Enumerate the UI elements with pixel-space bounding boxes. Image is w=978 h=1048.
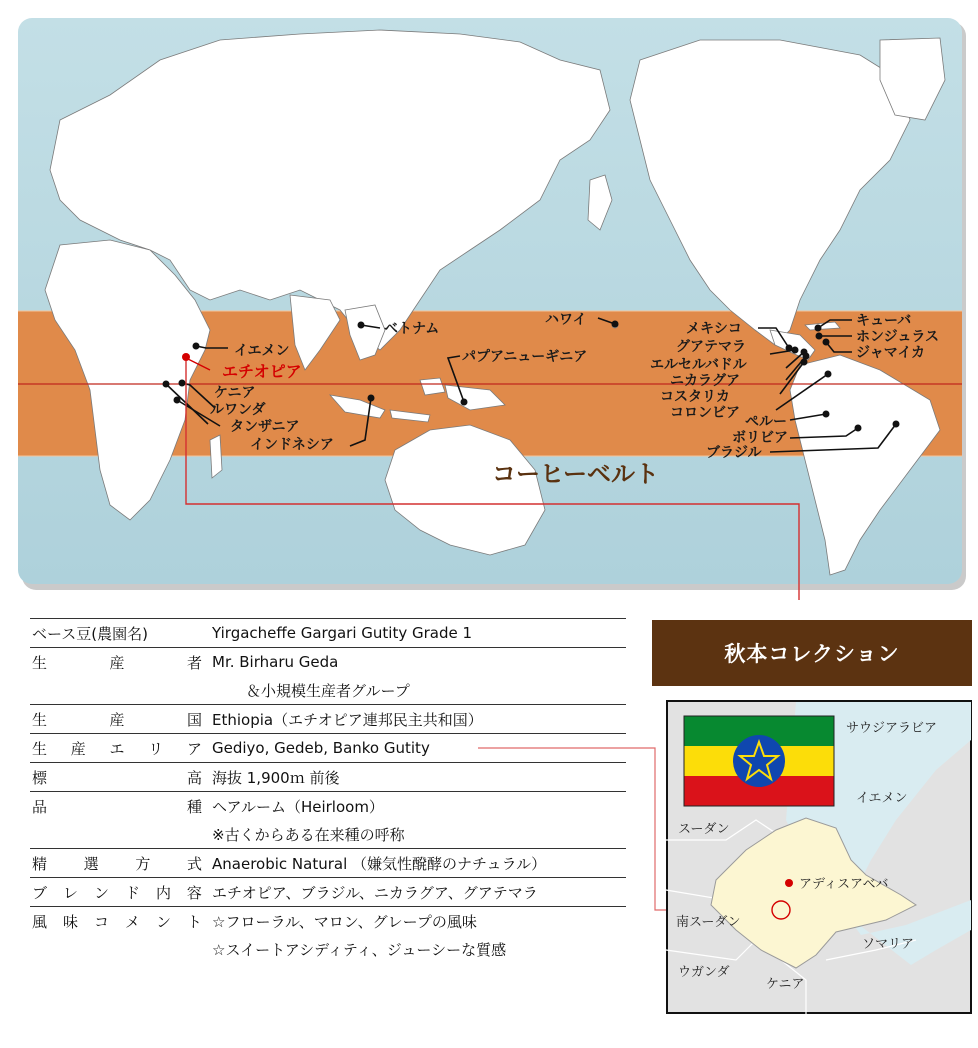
spec-value: ☆スイートアシディティ、ジューシーな質感 <box>212 940 507 959</box>
label-colombia: コロンビア <box>670 405 740 421</box>
label-rwanda: ルワンダ <box>210 402 266 418</box>
inset-label-kenya: ケニア <box>766 977 805 992</box>
ethiopia-flag <box>684 716 834 806</box>
label-tanzania: タンザニア <box>230 419 300 435</box>
spec-value: 海抜 1,900ｍ 前後 <box>210 763 626 792</box>
label-honduras: ホンジュラス <box>856 329 939 345</box>
spec-value: ※古くからある在来種の呼称 <box>212 825 405 844</box>
spec-value: ☆フローラル、マロン、グレープの風味 <box>210 907 626 936</box>
label-jamaica: ジャマイカ <box>856 345 926 361</box>
label-peru: ペルー <box>745 414 787 430</box>
collection-title: 秋本コレクション <box>724 642 900 666</box>
label-vietnam: ベトナム <box>384 321 440 337</box>
spec-value: Gediyo, Gedeb, Banko Gutity <box>210 734 626 763</box>
label-papua-new-guinea: パプアニューギニア <box>462 349 588 365</box>
label-mexico: メキシコ <box>686 321 742 337</box>
spec-key-label: 生 産 エ リ ア <box>32 739 202 758</box>
label-hawaii: ハワイ <box>545 312 587 328</box>
label-guatemala: グアテマラ <box>676 339 746 355</box>
label-indonesia: インドネシア <box>250 437 334 453</box>
inset-label-sudan: スーダン <box>678 822 730 837</box>
label-bolivia: ボリビア <box>732 430 788 446</box>
label-kenya: ケニア <box>214 385 256 401</box>
inset-label-addis-ababa: アディスアベバ <box>799 877 889 892</box>
spec-key-label: 精 選 方 式 <box>32 854 202 873</box>
spec-value: Mr. Birharu Geda <box>210 648 626 677</box>
spec-value: エチオピア、ブラジル、ニカラグア、グアテマラ <box>210 878 626 907</box>
label-el-salvador: エルセルバドル <box>650 357 747 373</box>
spec-key-label: 生 産 国 <box>32 710 202 729</box>
label-cuba: キューバ <box>856 313 912 329</box>
spec-key-label: 風 味 コ メ ン ト <box>32 912 202 931</box>
ethiopia-inset-map <box>666 700 972 1014</box>
spec-key-label: 標 高 <box>32 768 202 787</box>
label-brazil: ブラジル <box>706 445 762 461</box>
spec-value: ＆小規模生産者グループ <box>246 681 410 700</box>
spec-value: Yirgacheffe Gargari Gutity Grade 1 <box>210 619 626 648</box>
label-ethiopia: エチオピア <box>222 362 302 381</box>
spec-value: ヘアルーム（Heirloom） <box>210 792 626 821</box>
spec-value: Ethiopia（エチオピア連邦民主共和国） <box>210 705 626 734</box>
spec-key-label: 品 種 <box>32 797 202 816</box>
inset-label-somalia: ソマリア <box>862 937 915 952</box>
spec-key-label: ブ レ ン ド 内 容 <box>32 883 202 902</box>
spec-value: Anaerobic Natural （嫌気性醗酵のナチュラル） <box>210 849 626 878</box>
inset-label-south-sudan: 南スーダン <box>676 915 741 930</box>
inset-label-saudi-arabia: サウジアラビア <box>846 721 938 736</box>
inset-label-yemen: イエメン <box>856 791 908 806</box>
inset-label-uganda: ウガンダ <box>678 965 730 980</box>
addis-ababa-dot <box>785 879 793 887</box>
label-costa-rica: コスタリカ <box>660 389 730 405</box>
spec-key-label: 生 産 者 <box>32 653 202 672</box>
label-yemen: イエメン <box>234 343 290 359</box>
coffee-belt-title: コーヒーベルト <box>492 460 660 488</box>
label-nicaragua: ニカラグア <box>670 373 740 389</box>
spec-key-text: ベース豆(農園名) <box>32 624 148 643</box>
